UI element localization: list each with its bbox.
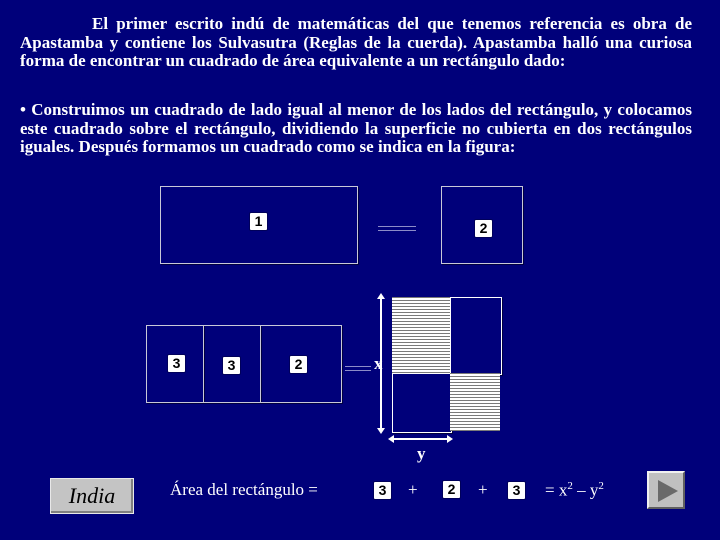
y-label: y <box>417 444 426 463</box>
x-arrow-head-bottom <box>377 428 385 434</box>
label-2b: 2 <box>289 355 308 374</box>
area-formula <box>170 480 318 500</box>
x-arrow-head-top <box>377 293 385 299</box>
formula-sup-2: 2 <box>598 480 604 492</box>
hatched-square-bottom <box>450 373 500 431</box>
left-bottom-rect <box>392 373 452 433</box>
y-arrow-head-left <box>388 435 394 443</box>
label-1: 1 <box>249 212 268 231</box>
play-right-triangle-icon <box>655 478 681 504</box>
arrow-to-square <box>345 366 371 371</box>
formula-plus-1: + <box>408 480 418 499</box>
formula-plus-2: + <box>478 480 488 499</box>
construction-paragraph: • Construimos un cuadrado de lado igual al menor de los lados del rectángulo, y colocamos este cuadrado sobre el rectángulo, dividiendo la superficie no cubierta en dos rectángulos iguales. Después formamos un cuadrado como se indica en la figura: <box>20 100 692 157</box>
intro-paragraph: El primer escrito indú de matemáticas del que tenemos referencia es obra de Apastamba y contiene los Sulvasutra (Reglas de la cuerda). Apastamba halló una curiosa forma de encontrar un cuadrado de área equivalente a un rectángulo dado: <box>20 14 692 71</box>
y-arrow-head-right <box>447 435 453 443</box>
next-button[interactable] <box>647 471 685 509</box>
y-dimension-line <box>392 438 450 440</box>
x-label: x <box>374 354 383 373</box>
india-button[interactable]: India <box>50 478 134 514</box>
formula-prefix: Área del rectángulo = <box>170 480 318 499</box>
formula-minus: – y <box>572 480 599 500</box>
formula-eq: = x <box>545 480 568 500</box>
arrow-1-to-2 <box>378 226 416 231</box>
hatched-square-top <box>392 297 450 373</box>
formula-num-2: 2 <box>442 480 461 499</box>
right-top-rect <box>450 297 502 375</box>
formula-result <box>545 480 604 501</box>
label-3a: 3 <box>167 354 186 373</box>
formula-num-3a: 3 <box>373 481 392 500</box>
label-2: 2 <box>474 219 493 238</box>
formula-num-3b: 3 <box>507 481 526 500</box>
formula-sup-1: 2 <box>567 480 573 492</box>
label-3b: 3 <box>222 356 241 375</box>
